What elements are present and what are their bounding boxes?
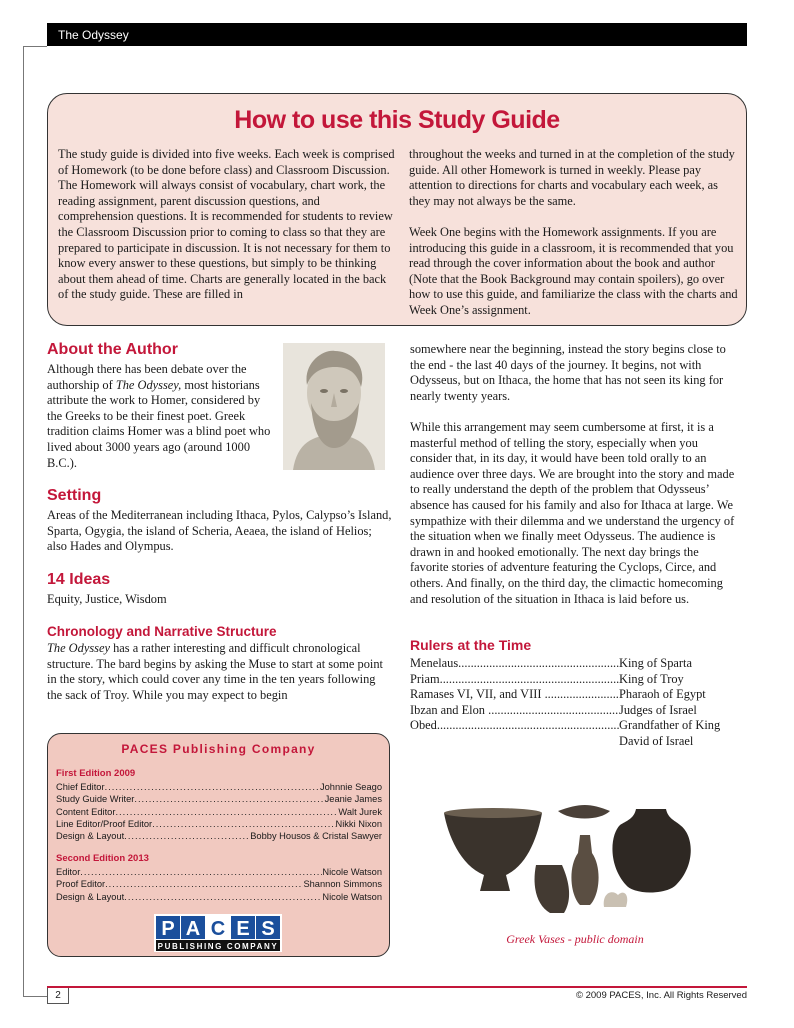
text: has a rather interesting and difficult chronological structure. The bard begins by asking the Muse to start at some point in the story, which could cover any time in the ten years following the sack of Troy. While you may expect to begin: [47, 641, 383, 702]
credit-role: Content Editor: [56, 806, 116, 817]
copyright: © 2009 PACES, Inc. All Rights Reserved: [575, 990, 747, 1001]
ruler-row: [410, 656, 730, 672]
credit-row: [56, 781, 382, 793]
ruler-title: King of Troy: [619, 671, 684, 686]
vases-caption: Greek Vases - public domain: [506, 932, 644, 946]
intro-paragraph: throughout the weeks and turned in at the completion of the study guide. All other Homework is turned in weekly. Please pay attention to directions for charts and vocabulary each week, as they may not always be the same.: [409, 147, 735, 208]
study-guide-box: [47, 93, 747, 326]
credit-role: Chief Editor: [56, 782, 105, 793]
footer-rule: [47, 986, 747, 988]
ruler-row: [410, 718, 730, 734]
book-title: The Odyssey: [47, 641, 110, 655]
logo-letter: P: [161, 918, 175, 940]
ideas-text: Equity, Justice, Wisdom: [47, 592, 167, 606]
logo-subtitle: PUBLISHING COMPANY: [157, 942, 279, 951]
ruler-row: [410, 734, 730, 750]
ideas-heading: 14 Ideas: [47, 571, 111, 588]
credit-name: Jeanie James: [324, 794, 382, 805]
second-edition-credits: [56, 853, 382, 903]
second-edition-heading: Second Edition 2013: [56, 853, 149, 864]
credit-row: [56, 793, 382, 805]
setting-heading: Setting: [47, 487, 102, 504]
text: Although there has been debate over the authorship of: [47, 362, 247, 392]
credit-role: Design & Layout: [56, 891, 125, 902]
credit-name: Nicole Watson: [322, 891, 382, 902]
ruler-title: Pharaoh of Egypt: [619, 687, 706, 702]
chronology-paragraph: somewhere near the beginning, instead the story begins close to the end - the last 40 days of the journey. It begins, not with Odysseus, but on Ithaca, the home that has not seen its king for nearly twenty years.: [410, 342, 726, 403]
rulers-heading: Rulers at the Time: [410, 637, 532, 653]
header-title: The Odyssey: [58, 28, 129, 42]
ruler-title: King of Sparta: [619, 656, 692, 670]
page-number: 2: [47, 988, 69, 1004]
logo-letter: E: [236, 918, 250, 940]
chronology-right-column: [410, 342, 740, 607]
setting-text: Areas of the Mediterranean including Ithaca, Pylos, Calypso’s Island, Sparta, Ogygia, the island of Scheria, Aeaea, the island of Helios; also Hades and Olympus.: [47, 508, 392, 554]
credit-row: [56, 866, 382, 878]
intro-right-column: [409, 147, 739, 319]
study-guide-title: How to use this Study Guide: [234, 106, 560, 134]
logo-letter: A: [185, 918, 201, 940]
ruler-name: Ramases VI, VII, and VIII: [410, 687, 542, 702]
credit-row: [56, 878, 382, 890]
chronology-text: [47, 641, 387, 703]
logo-letter: C: [210, 918, 226, 940]
margin-line: [23, 46, 24, 996]
about-author-text: [47, 362, 275, 471]
about-author-heading: About the Author: [47, 341, 178, 358]
credit-row: [56, 806, 382, 818]
ruler-title: Grandfather of King: [619, 718, 721, 733]
credit-role: Editor: [56, 867, 81, 878]
ruler-row: [410, 703, 730, 719]
intro-paragraph: The study guide is divided into five weeks. Each week is comprised of Homework (to be done before class) and Classroom Discussion. The Homework will always consist of vocabulary, chart work, the reading assignment, parent discussion questions, and comprehension questions. It is recommended for students to review the Classroom Discussion prior to coming to class so that they are prepared to participate in discussion. It is not necessary for them to know every answer to these questions, but simply to be thinking about them ahead of time. Charts are generally located in the back of the study guide. These are filled in: [58, 147, 395, 302]
credit-row: [56, 891, 382, 903]
homer-bust-image: [283, 343, 385, 470]
margin-connector: [23, 996, 47, 997]
logo-letter: S: [261, 918, 275, 940]
credit-name: Nikki Nixon: [335, 818, 382, 829]
credit-row: [56, 830, 382, 842]
ruler-name: Menelaus: [410, 656, 459, 670]
ruler-title: David of Israel: [619, 733, 694, 748]
credit-name: Nicole Watson: [322, 867, 382, 878]
ruler-name: Obed: [410, 718, 437, 733]
first-edition-heading: First Edition 2009: [56, 768, 136, 779]
credit-name: Shannon Simmons: [303, 879, 382, 890]
rulers-list: [410, 656, 730, 750]
first-edition-credits: [56, 768, 382, 842]
intro-paragraph: Week One begins with the Homework assignments. If you are introducing this guide in a classroom, it is recommended that you read through the cover information about the book and author (Note that the Book Background may contain spoilers), go over how to use this guide, and familiarize the class with the charts and Week One’s assignment.: [409, 224, 738, 317]
credit-role: Line Editor/Proof Editor: [56, 818, 153, 829]
ruler-title: Judges of Israel: [619, 702, 697, 717]
running-header: [47, 23, 747, 46]
margin-connector: [23, 46, 47, 47]
credit-role: Proof Editor: [56, 879, 106, 890]
book-title: The Odyssey,: [115, 377, 182, 392]
credit-name: Bobby Housos & Cristal Sawyer: [250, 831, 382, 842]
credit-name: Walt Jurek: [338, 806, 382, 817]
credit-role: Design & Layout: [56, 831, 125, 842]
credit-role: Study Guide Writer: [56, 794, 135, 805]
credit-name: Johnnie Seago: [319, 782, 382, 793]
chronology-heading: Chronology and Narrative Structure: [47, 624, 277, 639]
ruler-name: Priam: [410, 671, 440, 686]
text: most historians attribute the work to Homer, considered by the Greeks to be their finest poet. Greek tradition claims Homer was a blind poet who lived about 3000 years ago (around 1000 B.C.).: [47, 377, 271, 470]
ruler-row: [410, 672, 730, 688]
intro-left-column: [58, 147, 396, 303]
paces-credits-box: [47, 733, 390, 957]
ruler-name: Ibzan and Elon: [410, 702, 486, 717]
ruler-row: [410, 687, 730, 703]
paces-title: PACES Publishing Company: [121, 742, 316, 756]
chronology-paragraph: While this arrangement may seem cumbersome at first, it is a masterful method of telling the story, especially when you consider that, in its day, it would have been told orally to an audience over three days. We are brought into the story and made to really understand the depth of the problem that Odysseus’ absence has caused for his family and also for Ithaca at large. We sympathize with their dilemma and we understand the urgency of the situation when we finally meet Odysseus. The audience is drawn in and hooked emotionally. The next day brings the favorite stories of adventure featuring the Cyclops, Circe, and others. And finally, on the third day, the climactic homecoming and resolution of the situation in Ithaca is laid before us.: [410, 419, 735, 606]
paces-logo: [154, 914, 282, 952]
credit-row: [56, 818, 382, 830]
greek-vases-image: [440, 795, 720, 925]
